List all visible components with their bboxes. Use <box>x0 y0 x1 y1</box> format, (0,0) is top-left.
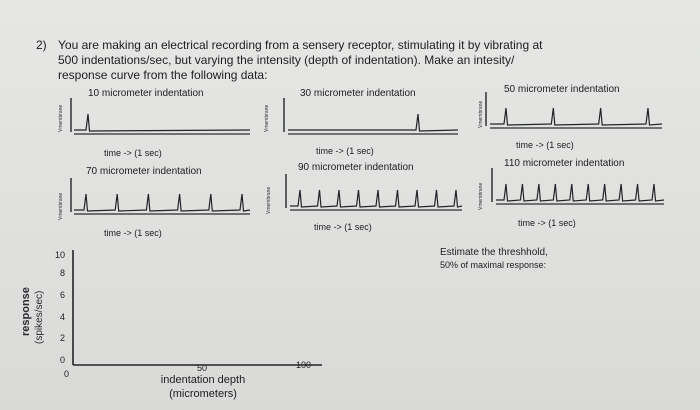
x-tick-label: 100 <box>296 360 312 370</box>
panel-vmembrane-label: Vmembrane <box>266 186 272 214</box>
panel-time-label: time -> (1 sec) <box>314 222 372 232</box>
x-tick-label: 50 <box>197 363 208 373</box>
y-tick-label: 10 <box>55 250 66 260</box>
panel-title: 110 micrometer indentation <box>504 158 625 169</box>
y-axis-unit: (spikes/sec) <box>34 290 45 344</box>
x-axis-unit: (micrometers) <box>169 388 237 400</box>
y-tick-label: 0 <box>60 355 66 365</box>
half-max-instruction: 50% of maximal response: <box>440 260 547 270</box>
x-tick-label: 0 <box>64 369 70 379</box>
y-axis-label: response <box>20 287 32 336</box>
x-axis-label: indentation depth <box>160 374 246 386</box>
y-tick-label: 6 <box>60 290 66 300</box>
question-number: 2) <box>36 38 47 52</box>
panel-title: 30 micrometer indentation <box>300 88 416 99</box>
panel-time-label: time -> (1 sec) <box>104 228 162 238</box>
panel-vmembrane-label: Vmembrane <box>478 182 484 210</box>
panel-vmembrane-label: Vmembrane <box>264 104 270 132</box>
question-line-3: response curve from the following data: <box>58 68 268 82</box>
panel-vmembrane-label: Vmembrane <box>478 100 484 128</box>
panel-vmembrane-label: Vmembrane <box>58 192 64 220</box>
panel-time-label: time -> (1 sec) <box>516 140 574 150</box>
panel-title: 50 micrometer indentation <box>504 84 620 95</box>
question-line-2: 500 indentations/sec, but varying the intensity (depth of indentation). Make an intesity/ <box>58 53 515 67</box>
y-tick-label: 2 <box>60 333 66 343</box>
panel-time-label: time -> (1 sec) <box>518 218 576 228</box>
panel-title: 70 micrometer indentation <box>86 166 202 177</box>
panel-time-label: time -> (1 sec) <box>104 148 162 158</box>
y-tick-label: 4 <box>60 312 66 322</box>
y-tick-label: 8 <box>60 268 66 278</box>
threshold-instruction: Estimate the threshhold, <box>440 247 548 258</box>
panel-title: 10 micrometer indentation <box>88 88 204 99</box>
question-line-1: You are making an electrical recording from a sensery receptor, stimulating it by vibrating at <box>58 38 543 52</box>
panel-time-label: time -> (1 sec) <box>316 146 374 156</box>
panel-vmembrane-label: Vmembrane <box>58 104 64 132</box>
panel-title: 90 micrometer indentation <box>298 162 414 173</box>
